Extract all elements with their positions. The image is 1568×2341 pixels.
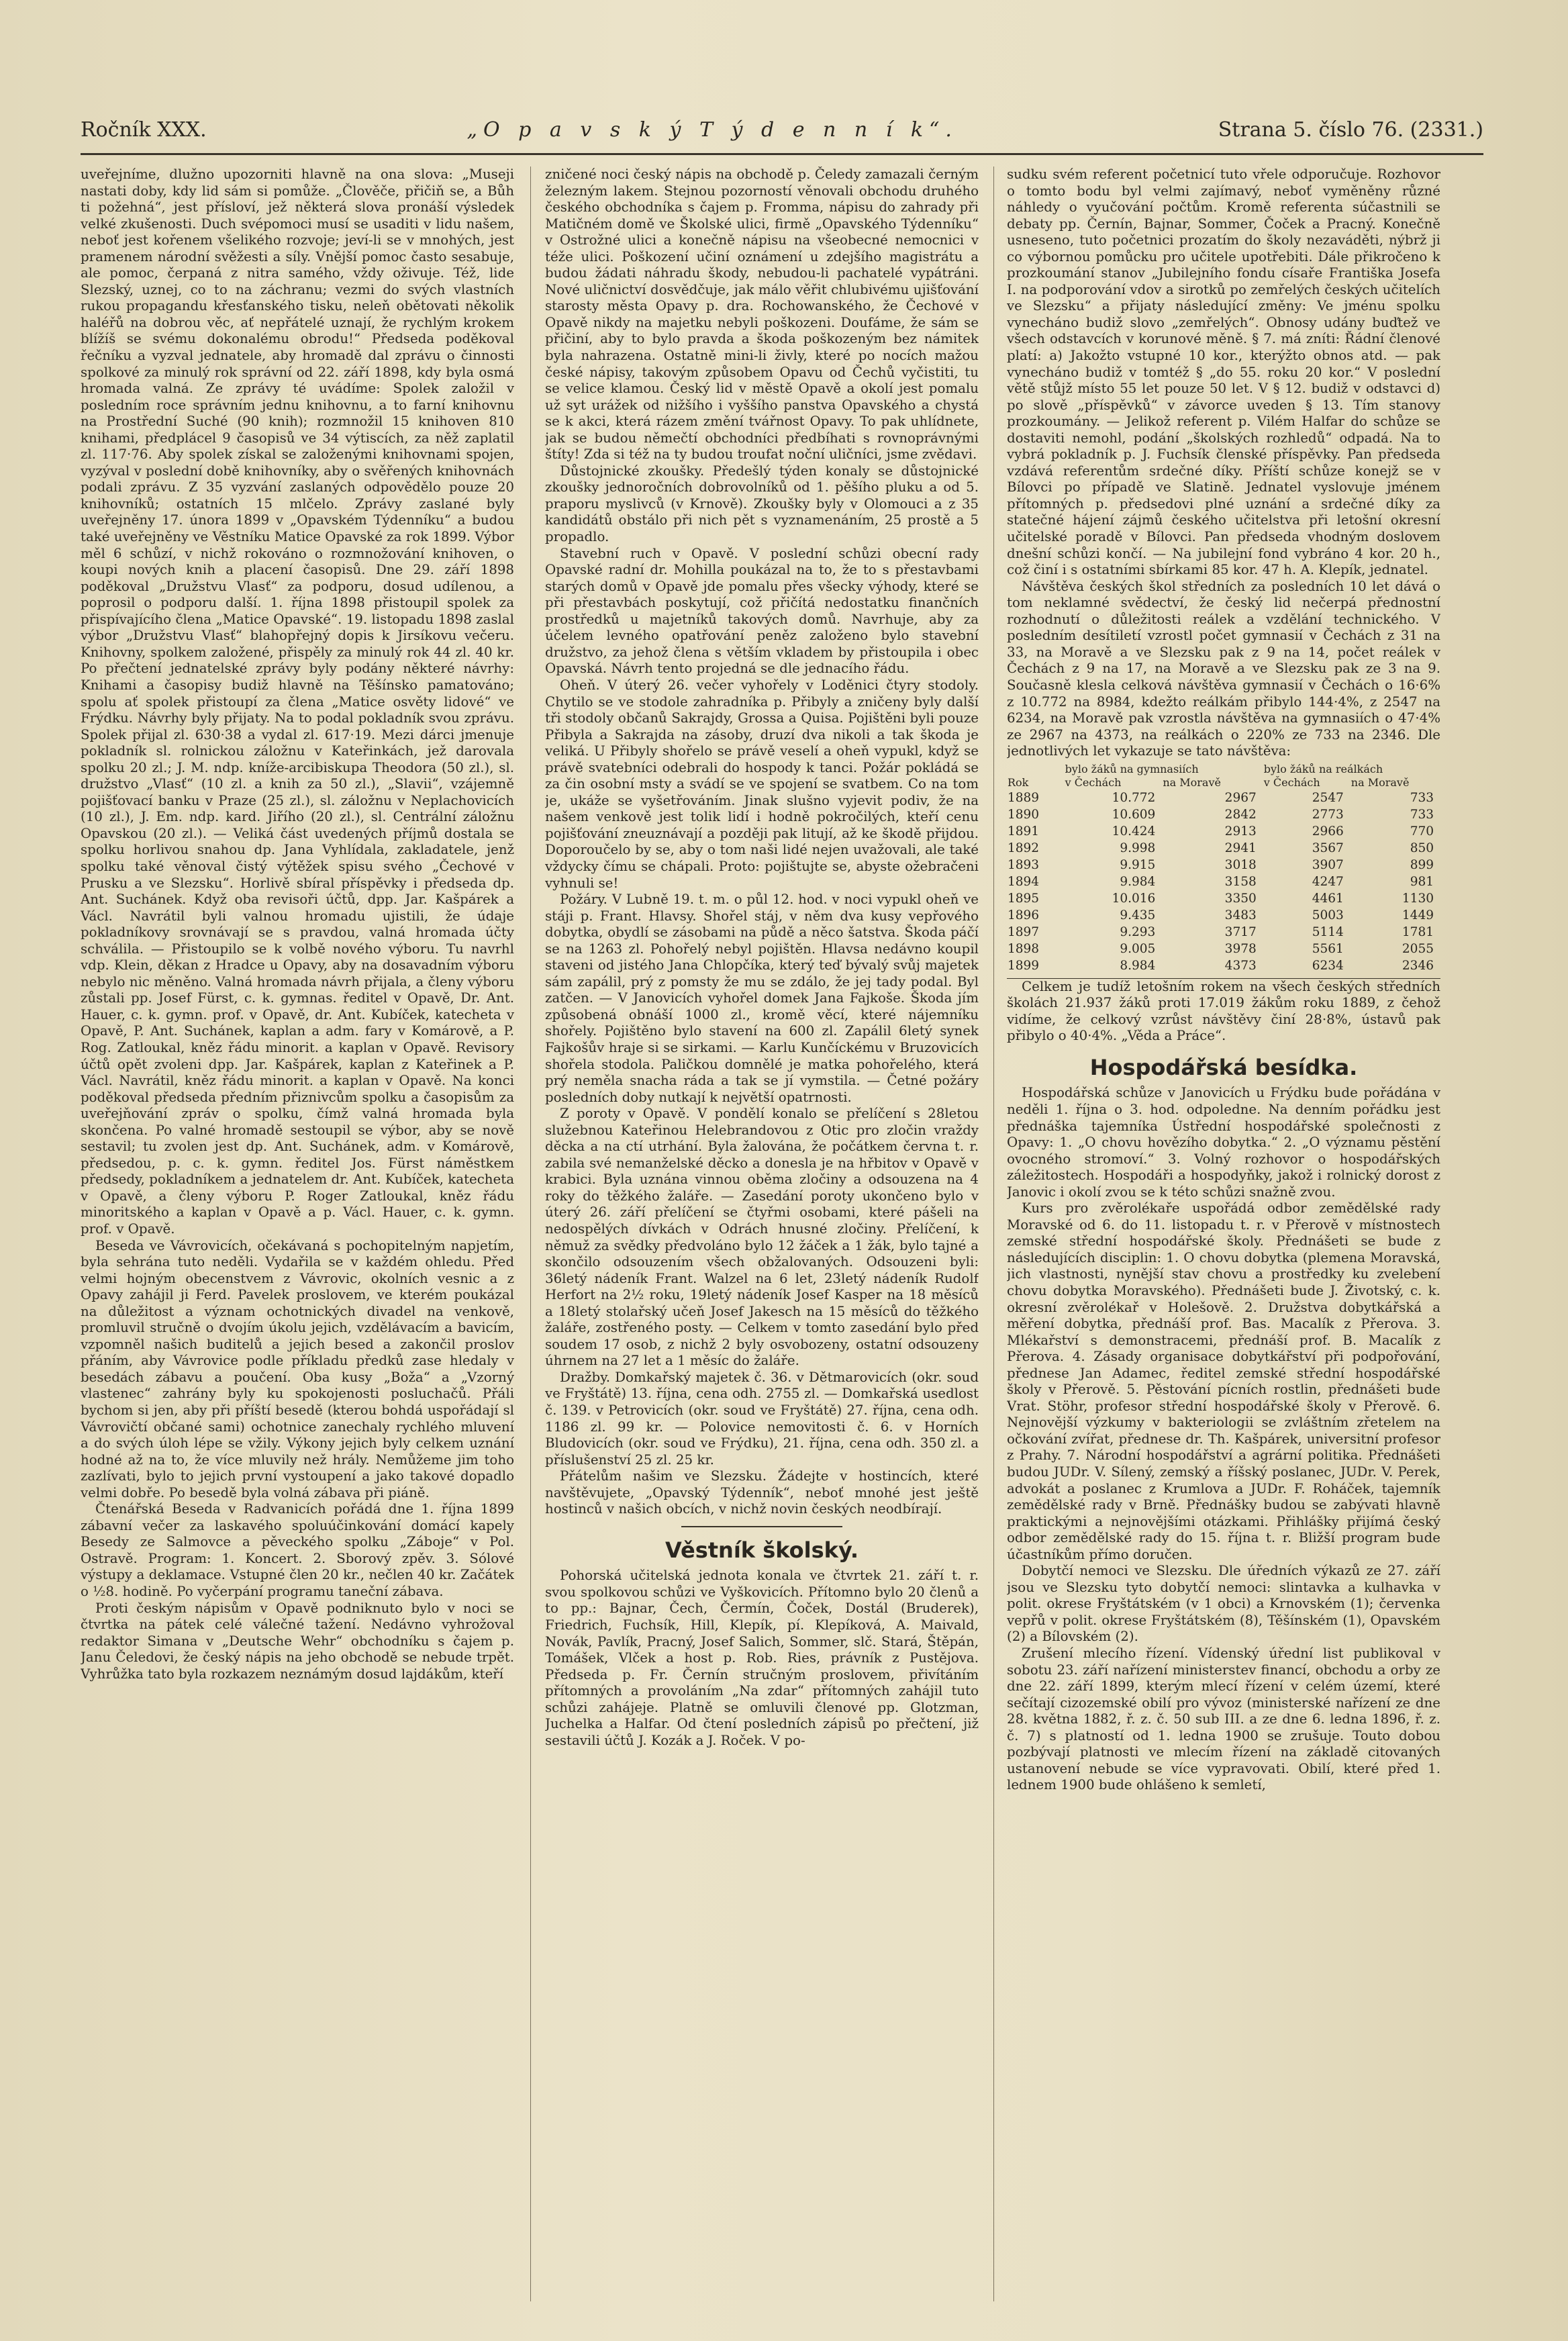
table-cell: 3158	[1224, 874, 1257, 889]
table-cell: 733	[1410, 790, 1434, 805]
article-paragraph: Návštěva českých škol středních za posledních 10 let dává o tom neklamné svědectví, že český lid nečerpá přednostní rozhodnutí o důležitosti reálek a vzdělání technického. V posledním desítiletí vzrostl počet gymnasií v Čechách z 31 na 33, na Moravě a ve Slezsku pak z 9 na 14, počet reálek v Čechách z 9 na 17, na Moravě a ve Slezsku pak ze 3 na 9. Současně klesla celková návštěva gymnasií v Čechách o 16·6% z 10.772 na 8984, kdežto reálkám přibylo 144·4%, z 2547 na 6234, na Moravě pak vzrostla návštěva na gymnasiích o 47·4% ze 2967 na 4373, na reálkách o 220% ze 733 na 2346. Dle jednotlivých let vykazuje se tato návštěva:	[1007, 578, 1440, 759]
table-cell: 10.424	[1112, 824, 1156, 839]
table-cell: 4373	[1224, 958, 1257, 973]
table-cell: 10.609	[1112, 807, 1156, 822]
table-cell: 1130	[1402, 891, 1434, 906]
column-divider	[993, 166, 994, 2301]
table-cell: 2967	[1224, 790, 1257, 805]
table-cell: 3483	[1224, 908, 1257, 922]
table-cell: 1897	[1008, 924, 1040, 939]
table-cell: 9.435	[1120, 908, 1156, 922]
table-cell: 3907	[1312, 857, 1344, 872]
table-cell: 3018	[1224, 857, 1257, 872]
article-paragraph: Dražby. Domkařský majetek č. 36. v Dětmarovicích (okr. soud ve Fryštátě) 13. října, cena odh. 2755 zl. — Domkařská usedlost č. 139. v Petrovicích (okr. soud ve Fryštátě) 27. října, cena odh. 1186 zl. 99 kr. — Polovice nemovitosti č. 6. v Horních Bludovicích (okr. soud ve Frýdku), 21. října, cena odh. 350 zl. a příslušenství 25 zl. 25 kr.	[545, 1369, 979, 1468]
article-paragraph: Důstojnické zkoušky. Předešlý týden konaly se důstojnické zkoušky jednoročních dobrovolníků od 1. pěšího pluku a od 5. praporu myslivců (v Krnově). Zkoušky byly v Olomouci a z 35 kandidátů obstálo při nich pět s vyznamenáním, 25 prostě a 5 propadlo.	[545, 463, 979, 545]
article-paragraph: sudku svém referent početnicí tuto vřele odporučuje. Rozhovor o tomto bodu byl velmi zajímavý, neboť vyměněny různé náhledy o vyučování počtům. Kromě referenta súčastnili se debaty pp. Černín, Bajnar, Sommer, Čoček a Pracný. Konečně usneseno, tuto početnici prozatím do školy nezaváděti, nýbrž ji co výbornou pomůcku pro učitele upotřebiti. Dále přikročeno k prozkoumání stanov „Jubilejního fondu císaře Františka Josefa I. na podporování vdov a sirotků po zemřelých českých učitelích ve Slezsku“ a přijaty následující změny: Ve jménu spolku vynecháno budiž slovo „zemřelých“. Obnosy udány buďtež ve všech odstavcích v korunové měně. § 7. má zníti: Řádní členové platí: a) Jakožto vstupné 10 kor., kterýžto obnos atd. — pak vynecháno budiž v tomtéž § „do 55. roku 20 kor.“ V poslední větě stůjž místo 55 let pouze 50 let. V § 12. budiž v odstavci d) po slově „příspěvků“ v závorce uveden § 13. Tím stanovy prozkoumány. — Jelikož referent p. Vilém Halfar do schůze se dostaviti nemohl, podání „školských rozhledů“ odpadá. Na to vybrá pokladník p. J. Fuchsík členské příspěvky. Pan předseda vzdává referentům srdečné díky. Příští schůze konejž se v Bílovci po případě ve Slatině. Jednatel vyslovuje jménem přítomných p. předsedovi plné uznání a srdečné díky za statečné hájení zájmů českého učitelstva při letošní okresní učitelské poradě v Bílovci. Pan předseda vhodným doslovem dnešní schůzi končí. — Na jubilejní fond vybráno 4 kor. 20 h., což činí i s ostatními sbírkami 85 kor. 47 h. A. Klepík, jednatel.	[1007, 166, 1440, 578]
column-2	[545, 166, 979, 2301]
article-paragraph: uveřejníme, dlužno upozorniti hlavně na ona slova: „Museji nastati doby, kdy lid sám si pomůže. „Člověče, přičiň se, a Bůh ti požehná“, jest přísloví, jež některá slova pronáší výsledek velké zkušenosti. Duch svépomoci musí se usaditi v lidu našem, neboť jest kořenem všelikého rozvoje; jeví-li se v mnohých, jest pramenem národní svěžesti a síly. Vnější pomoc často sesabuje, ale pomoc, čerpaná z nitra samého, vždy oživuje. Též, lide Slezský, uznej, co to na záchranu; vezmi do svých vlastních rukou propagandu křesťanského tisku, neleň obětovati několik haléřů na dobrou věc, ať nepřátelé uznají, že rychlým krokem blížíš se svému dokonalému obrodu!“ Předseda poděkoval řečníku a vyzval jednatele, aby hromadě dal zprávu o činnosti spolkové za minulý rok správní od 22. září 1898, kdy byla osmá hromada valná. Ze zprávy té uvádíme: Spolek založil v posledním roce správním jednu knihovnu, a to farní knihovnu na Prostřední Suché (90 knih); rozmnožil 15 knihoven 810 knihami, předplácel 9 časopisů ve 34 výtiscích, za něž zaplatil zl. 117·76. Aby spolek získal se založenými knihovnami spojen, vyzýval v poslední době knihovníky, aby o svěřených knihovnách podali zprávu. Z 35 vyzvání zaslaných odpovědělo pouze 20 knihovníků; ostatních 15 mlčelo. Zprávy zaslané byly uveřejněny 17. února 1899 v „Opavském Týdenníku“ a budou také uveřejněny ve Věstníku Matice Opavské za rok 1899. Výbor měl 6 schůzí, v nichž rokováno o rozmnožování knihoven, o koupi nových knih a placení časopisů. Dne 29. září 1898 poděkoval „Družstvu Vlasť“ za podporu, dosud udílenou, a poprosil o podporu další. 1. října 1898 přistoupil spolek za přispívajícího člena „Matice Opavské“. 19. listopadu 1898 zaslal výbor „Družstvu Vlasť“ blahopřejný dopis k Jirsíkovu večeru. Knihovny, spolkem založené, přispěly za minulý rok 44 zl. 40 kr. Po přečtení jednatelské zprávy byly podány některé návrhy: Knihami a časopisy budiž hlavně na Těšínsko pamatováno; spolu ať spolek přistoupí za člena „Matice osvěty lidové“ ve Frýdku. Návrhy byly přijaty. Na to podal pokladník svou zprávu. Spolek přijal zl. 630·38 a vydal zl. 617·19. Mezi dárci jmenuje pokladník sl. rolnickou záložnu v Kateřinkách, jež darovala spolku 20 zl.; J. M. ndp. kníže-arcibiskupa Theodora (50 zl.), sl. družstvo „Vlasť“ (10 zl. a knih za 50 zl.), „Slavii“, vzájemně pojišťovací banku v Praze (25 zl.), sl. záložnu v Neplachovicích (10 zl.), J. Em. ndp. kard. Jiřího (20 zl.), sl. Centrální záložnu Opavskou (20 zl.). — Veliká část uvedených příjmů dostala se spolku horlivou snahou dp. Jana Vyhlídala, zakladatele, jenž spolku také věnoval čistý výtěžek spisu svého „Čechové v Prusku a ve Slezsku“. Horlivě sbíral příspěvky i předseda dp. Ant. Suchánek. Když oba revisoři účtů, dpp. Jar. Kašpárek a Václ. Navrátil byli valnou hromadu ujistili, že údaje pokladníkovy srovnávají se s pravdou, valná hromada účty schválila. — Přistoupilo se k volbě nového výboru. Tu navrhl vdp. Klein, děkan z Hradce u Opavy, aby na dosavadním výboru nebylo nic měněno. Valná hromada návrh přijala, a členy výboru zůstali pp. Josef Fürst, c. k. gymnas. ředitel v Opavě, Dr. Ant. Hauer, c. k. gymn. prof. v Opavě, dr. Ant. Kubíček, katecheta v Opavě, P. Ant. Suchánek, kaplan a adm. fary v Komárově, a P. Rog. Zatloukal, kněz řádu minorit. a kaplan v Opavě. Revisory účtů opět zvoleni dpp. Jar. Kašpárek, kaplan z Kateřinek a P. Václ. Navrátil, kněz řádu minorit. a kaplan v Opavě. Na konci poděkoval předseda předním přiznivcům spolku a časopisům za uveřejňování zpráv o spolku, čímž valná hromada byla skončena. Po valné hromadě sestoupil se výbor, aby se nově sestavil; tu zvolen jest dp. Ant. Suchánek, adm. v Komárově, předsedou, p. c. k. gymn. ředitel Jos. Fürst náměstkem předsedy, pokladníkem a jednatelem dr. Ant. Kubíček, katecheta v Opavě, a členy výboru P. Roger Zatloukal, kněz řádu minoritského a kaplan v Opavě a p. Václ. Hauer, c. k. gymn. prof. v Opavě.	[81, 166, 514, 1237]
table-cell: 9.915	[1120, 857, 1156, 872]
page-header	[81, 118, 1483, 149]
table-cell: 4247	[1312, 874, 1344, 889]
table-row	[1007, 941, 1440, 957]
table-cell: 1895	[1008, 891, 1040, 906]
school-attendance-table	[1007, 763, 1440, 974]
table-cell: 770	[1410, 824, 1434, 839]
article-paragraph: Beseda ve Vávrovicích, očekávaná s pochopitelným napjetím, byla sehrána tuto neděli. Vydařila se v každém ohledu. Před velmi hojným obecenstvem z Vávrovic, okolních vesnic a z Opavy zahájil ji Ferd. Pavelek proslovem, ve kterém poukázal na důležitost a význam ochotnických divadel na venkově, promluvil stručně o dvojím úkolu jejich, vzdělávacím a bavicím, vzpomněl našich buditelů a jejich besed a zakončil proslov přáním, aby Vávrovice podle příkladu předků zase hledaly v besedách zábavu a poučení. Oba kusy „Boža“ a „Vzorný vlastenec“ zahrány byly ku spokojenosti posluchačů. Přáli bychom si jen, aby při příští besedě (kterou bohdá uspořádají sl Vávrovičtí občané sami) ochotnice zanechaly rychlého mluvení a do svých úloh lépe se vžily. Výkony jejich byly celkem uznání hodné až na to, že více mluvily než hrály. Nemůžeme jim toho zazlívati, bylo to jejich první vystoupení a jako takové dopadlo velmi dobře. Po besedě byla volná zábava při piáně.	[81, 1237, 514, 1500]
article-paragraph: Přátelům našim ve Slezsku. Žádejte v hostincích, které navštěvujete, „Opavský Týdenník“, neboť mnohé jest ještě hostinců v našich obcích, v nichž novin českých neodbírají.	[545, 1468, 979, 1517]
table-cell: 1781	[1402, 924, 1434, 939]
table-cell: 2547	[1312, 790, 1344, 805]
table-cell: 2941	[1224, 841, 1257, 855]
table-cell: 9.005	[1120, 941, 1156, 956]
table-header: v Čechách	[1263, 775, 1320, 789]
article-paragraph: Oheň. V úterý 26. večer vyhořely v Loděnici čtyry stodoly. Chytilo se ve stodole zahradníka p. Přibyly a zničeny byly další tři stodoly občanů Sakrajdy, Grossa a Quisa. Pojištěni byli pouze Přibyla a Sakrajda na zásoby, druzí dva nikoli a tak škoda je veliká. U Přibyly shořelo se právě veselí a oheň vypukl, když se právě svatebníci odebrali do hospody k tanci. Požár pokládá se za čin osobní msty a svádí se ve spojení se svatbem. Co na tom je, ukáže se vyšetřováním. Jinak slušno vyjevit podiv, že na našem venkově jest tolik lidí i hodně pokročilých, kteří cenu pojišťování zneuznávají a později pak litují, až ke škodě přijdou. Doporoučelo by se, aby o tom naši lidé nejen uvažovali, ale také vždycky čímu se chápali. Proto: pojištujte se, abyste ožebračeni vyhnuli se!	[545, 677, 979, 891]
table-header: bylo žáků na gymnasiích	[1065, 762, 1199, 775]
table-cell: 1891	[1008, 824, 1040, 839]
table-cell: 4461	[1312, 891, 1344, 906]
table-cell: 3717	[1224, 924, 1257, 939]
table-cell: 2346	[1402, 958, 1434, 973]
table-cell: 1899	[1008, 958, 1040, 973]
table-row	[1007, 924, 1440, 941]
table-row	[1007, 907, 1440, 924]
table-cell: 10.016	[1112, 891, 1156, 906]
table-header	[1007, 763, 1065, 776]
article-paragraph: Stavební ruch v Opavě. V poslední schůzi obecní rady Opavské radní dr. Mohilla poukázal na to, že to s přestavbami starých domů v Opavě jde pomalu přes všecky výhody, které se při přestavbách poskytují, což přičítá nedostatku finančních prostředků u majetníků takových domů. Navrhuje, aby za účelem levného opatřování peněz založeno bylo stavební družstvo, za jehož člena s větším vkladem by přistoupila i obec Opavská. Návrh tento projedná se dle jednacího řádu.	[545, 545, 979, 677]
table-cell: 8.984	[1120, 958, 1156, 973]
table-cell: 1449	[1402, 908, 1434, 922]
article-paragraph: Čtenářská Beseda v Radvanicích pořádá dne 1. října 1899 zábavní večer za laskavého spoluúčinkování domácí kapely Besedy ze Salmovce a pěveckého spolku „Záboje“ v Pol. Ostravě. Program: 1. Koncert. 2. Sborový zpěv. 3. Sólové výstupy a deklamace. Vstupné člen 20 kr., nečlen 40 kr. Začátek o ½8. hodině. Po vyčerpání programu taneční zábava.	[81, 1501, 514, 1600]
article-paragraph: Zrušení mlecího řízení. Vídenský úřední list publikoval v sobotu 23. září nařízení ministerstev financí, obchodu a orby ze dne 22. září 1899, kterým mlecí řízení v celém území, které sečítají cizozemské obilí pro vývoz (ministerské nařízení ze dne 28. května 1882, ř. z. č. 50 sub III. a ze dne 6. ledna 1896, ř. z. č. 7) s platností od 1. ledna 1900 se zrušuje. Touto dobou pozbývají platnosti ve mlecím řízení na základě citovaných ustanovení nebude se více vypravovati. Obilí, které před 1. lednem 1900 bude ohlášeno k semletí,	[1007, 1645, 1440, 1793]
article-paragraph: Hospodářská schůze v Janovicích u Frýdku bude pořádána v neděli 1. října o 3. hod. odpoledne. Na denním pořádku jest přednáška tajemníka Ústřední hospodářské společnosti z Opavy: 1. „O chovu hovězího dobytka.“ 2. „O významu pěstění ovocného stromoví.“ 3. Volný rozhovor o hospodářských záležitostech. Hospodáři a hospodyňky, jakož i rolnický dorost z Janovic i okolí zvou se k této schůzi snažně zvou.	[1007, 1085, 1440, 1200]
table-cell: 1890	[1008, 807, 1040, 822]
header-rule	[81, 153, 1483, 155]
table-cell: 1894	[1008, 874, 1040, 889]
article-paragraph: Z poroty v Opavě. V pondělí konalo se přelíčení s 28letou služebnou Kateřinou Helebrandovou z Otic pro zločin vraždy děcka a na ctí utrhání. Byla žalována, že počátkem června t. r. zabila své nemanželské děcko a donesla je na hřbitov v Opavě v krabici. Byla uznána vinnou oběma zločiny a odsouzena na 4 roky do těžkého žaláře. — Zasedání poroty ukončeno bylo v úterý 26. září přelíčení se čtyřmi osobami, které pášeli na nedospělých dívkách v Odrách hnusné zločiny. Přelíčení, k němuž za svědky předvoláno bylo 12 žáček a 1 žák, bylo tajné a skončilo odsouzením všech obžalovaných. Odsouzeni byli: 36letý nádeník Frant. Walzel na 6 let, 23letý nádeník Rudolf Herfort na 2½ roku, 19letý nádeník Josef Kasper na 18 měsíců a 18letý stolařský učeň Josef Jakesch na 15 měsíců do těžkého žaláře, zostřeného posty. — Celkem v tomto zasedání bylo před soudem 17 osob, z nichž 2 byly osvobozeny, ostatní odsouzeny úhrnem na 27 let a 1 měsíc do žaláře.	[545, 1106, 979, 1369]
section-title: Věstník školský.	[665, 1537, 859, 1563]
table-cell: 1896	[1008, 908, 1040, 922]
masthead-title: „O p a v s k ý T ý d e n n í k“.	[467, 118, 958, 142]
section-heading-school	[545, 1526, 979, 1563]
table-cell: 1889	[1008, 790, 1040, 805]
table-row	[1007, 790, 1440, 806]
article-paragraph: zničené noci český nápis na obchodě p. Čeledy zamazali černým železným lakem. Stejnou pozorností věnovali obchodu druhého českého obchodníka s čajem p. Fromma, nápisu do zahrady při Matičném domě ve Školské ulici, firmě „Opavského Týdenníku“ v Ostrožné ulici a konečně nápisu na všeobecné nemocnici v téže ulici. Poškození učiní oznámení u zdejšího magistrátu a budou žádati náhradu škody, nebudou-li pachatelé vypátráni. Nové uličnictví dosvědčuje, jak málo věřit chlubivému ujišťování starosty města Opavy p. dra. Rochowanského, že Čechové v Opavě nikdy na majetku nebyli poškozeni. Doufáme, že sám se přičiní, aby to bylo pravda a škoda poškozeným bez námitek byla nahrazena. Ostatně mini-li živly, které po nocích mažou české nápisy, takovým způsobem Opavu od Čechů vyčistiti, tu se velice klamou. Český lid v městě Opavě a okolí jest pomalu už syt urážek od nižšího i vyššího panstva Opavského a chystá se k akci, která rázem změní tvářnost Opavy. To pak uhlídnete, jak se budou němečtí obchodníci předbíhati s rovnoprávnými štíty! Zda si též na ty budou troufat noční uličníci, jsme zvědavi.	[545, 166, 979, 463]
table-cell: 5561	[1312, 941, 1344, 956]
table-cell: 9.984	[1120, 874, 1156, 889]
table-row	[1007, 873, 1440, 890]
table-row	[1007, 890, 1440, 907]
table-header: v Čechách	[1065, 775, 1122, 789]
table-header: na Moravě	[1351, 775, 1410, 789]
table-cell: 2773	[1312, 807, 1344, 822]
table-header: na Moravě	[1163, 775, 1221, 789]
section-title: Hospodářská besídka.	[1089, 1054, 1358, 1080]
table-cell: 899	[1410, 857, 1434, 872]
table-cell: 9.998	[1120, 841, 1156, 855]
table-row	[1007, 957, 1440, 974]
table-row	[1007, 806, 1440, 823]
table-header: bylo žáků na reálkách	[1263, 762, 1383, 775]
table-cell: 2055	[1402, 941, 1434, 956]
section-rule	[681, 1526, 842, 1527]
table-cell: 1893	[1008, 857, 1040, 872]
article-paragraph: Pohorská učitelská jednota konala ve čtvrtek 21. září t. r. svou spolkovou schůzi ve Vyškovicích. Přítomno bylo 20 členů a to pp.: Bajnar, Čech, Čermín, Čoček, Dostál (Bruderek), Friedrich, Fuchsík, Hill, Klepík, pí. Klepíková, A. Maivald, Novák, Pavlík, Pracný, Josef Salich, Sommer, slč. Stará, Štěpán, Tomášek, Vlček a host p. Rob. Ries, právník z Pustějova. Předseda p. Fr. Černín stručným proslovem, přivítáním přítomných a provoláním „Na zdar“ přítomných zahájil tuto schůzi zahájeje. Platně se omluvili členové pp. Glotzman, Juchelka a Halfar. Od čtení posledních zápisů po přečtení, již sestavili účtů J. Kozák a J. Roček. V po-	[545, 1568, 979, 1748]
table-cell: 2966	[1312, 824, 1344, 839]
article-paragraph: Proti českým nápisům v Opavě podniknuto bylo v noci se čtvrtka na pátek celé válečné tažení. Nedávno vyhrožoval redaktor Simana v „Deutsche Wehr“ obchodníku s čajem p. Janu Čeledovi, že český nápis na jeho obchodě se nebude trpět. Vyhrůžka tato byla rozkazem neznámým dosud lajdákům, kteří	[81, 1600, 514, 1682]
page-number: Strana 5. číslo 76. (2331.)	[1218, 118, 1483, 142]
table-cell: 1892	[1008, 841, 1040, 855]
column-divider	[530, 166, 531, 2301]
article-paragraph: Dobytčí nemoci ve Slezsku. Dle úředních výkazů ze 27. září jsou ve Slezsku tyto dobytčí nemoci: slintavka a kulhavka v polit. okrese Fryštátském (v 1 obci) a Krnovském (1); červenka vepřů v polit. okrese Fryštátském (8), Těšínském (1), Opavském (2) a Bílovském (2).	[1007, 1563, 1440, 1645]
table-cell: 6234	[1312, 958, 1344, 973]
volume-label: Ročník XXX.	[81, 118, 207, 142]
table-row	[1007, 840, 1440, 857]
table-cell: 1898	[1008, 941, 1040, 956]
table-cell: 3978	[1224, 941, 1257, 956]
column-1	[81, 166, 514, 2301]
table-cell: 733	[1410, 807, 1434, 822]
table-row	[1007, 857, 1440, 873]
table-header: Rok	[1008, 775, 1029, 789]
column-3	[1007, 166, 1440, 2301]
table-cell: 5003	[1312, 908, 1344, 922]
table-body	[1007, 790, 1440, 974]
table-cell: 981	[1410, 874, 1434, 889]
table-cell: 10.772	[1112, 790, 1156, 805]
article-paragraph: Kurs pro zvěrolékaře uspořádá odbor zemědělské rady Moravské od 6. do 11. listopadu t. r. v Přerově v místnostech zemské střední hospodářské školy. Přednášeti se bude z následujících disciplin: 1. O chovu dobytka (plemena Moravská, jich vlastnosti, nynější stav chovu a prostředky ku zvelebení chovu dobytka Moravského). Přednášeti bude J. Životský, c. k. okresní zvěrolékař v Holešově. 2. Družstva dobytkářská a měření dobytka, přednáší prof. Bas. Macalík z Přerova. 3. Mlékařství s demonstracemi, přednáší prof. B. Macalík z Přerova. 4. Zásady organisace dobytkářství při podpořování, přednese Jan Adamec, ředitel zemské střední hospodářské školy v Přerově. 5. Pěstování pícních rostlin, přednášeti bude Vrat. Stöhr, profesor střední hospodářské školy v Přerově. 6. Nejnovější výzkumy v bakteriologii se zvláštním zřetelem na očkování zvířat, přednese dr. Th. Kašpárek, universitní profesor z Prahy. 7. Národní hospodářství a agrární politika. Přednášeti budou JUDr. V. Sílený, zemský a říšský poslanec, JUDr. V. Perek, advokát a poslanec z Krumlova a JUDr. F. Roháček, tajemník zemědělské rady v Brně. Přednášky budou se zabývati hlavně praktickými a nejnovějšími otázkami. Přihlášky přijímá český odbor zemědělské rady do 15. října t. r. Bližší program bude účastníkům přímo doručen.	[1007, 1200, 1440, 1562]
table-row	[1007, 823, 1440, 840]
table-cell: 3567	[1312, 841, 1344, 855]
article-paragraph: Požáry. V Lubně 19. t. m. o půl 12. hod. v noci vypukl oheň ve stáji p. Frant. Hlavsy. Shořel stáj, v něm dva kusy vepřového dobytka, obydlí se zásobami na půdě a něco šatstva. Škoda páčí se na 1263 zl. Pohořelý nebyl pojištěn. Hlavsa nedávno koupil staveni od jistého Jana Chlopčíka, který teď bývalý svůj majetek sám zapálil, prý z pomsty že mu se zdálo, že jej tady podal. Byl zatčen. — V Janovicích vyhořel domek Jana Fajkoše. Škoda jím způsobená obnáší 1000 zl., kromě věcí, které nájemníku shořely. Pojištěno bylo stavení na 600 zl. Zapálil 6letý synek Fajkošův hraje si se sirkami. — Karlu Kunčíckému v Bruzovicích shořela stodola. Paličkou domnělé je matka pohořelého, která prý neměla snacha ráda a tak se jí vymstila. — Četné požáry posledních doby nutkají k největší opatrnosti.	[545, 892, 979, 1105]
table-cell: 850	[1410, 841, 1434, 855]
section-heading-farming	[1007, 1054, 1440, 1080]
table-cell: 9.293	[1120, 924, 1156, 939]
article-paragraph: Celkem je tudíž letošním rokem na všech českých středních školách 21.937 žáků proti 17.019 žákům roku 1889, z čehož vidíme, že celkový vzrůst návštěvy činí 28·8%, ústavů pak přibylo o 40·4%. „Věda a Práce“.	[1007, 978, 1440, 1044]
table-cell: 2842	[1224, 807, 1257, 822]
table-cell: 3350	[1224, 891, 1257, 906]
table-cell: 5114	[1312, 924, 1344, 939]
table-cell: 2913	[1224, 824, 1257, 839]
